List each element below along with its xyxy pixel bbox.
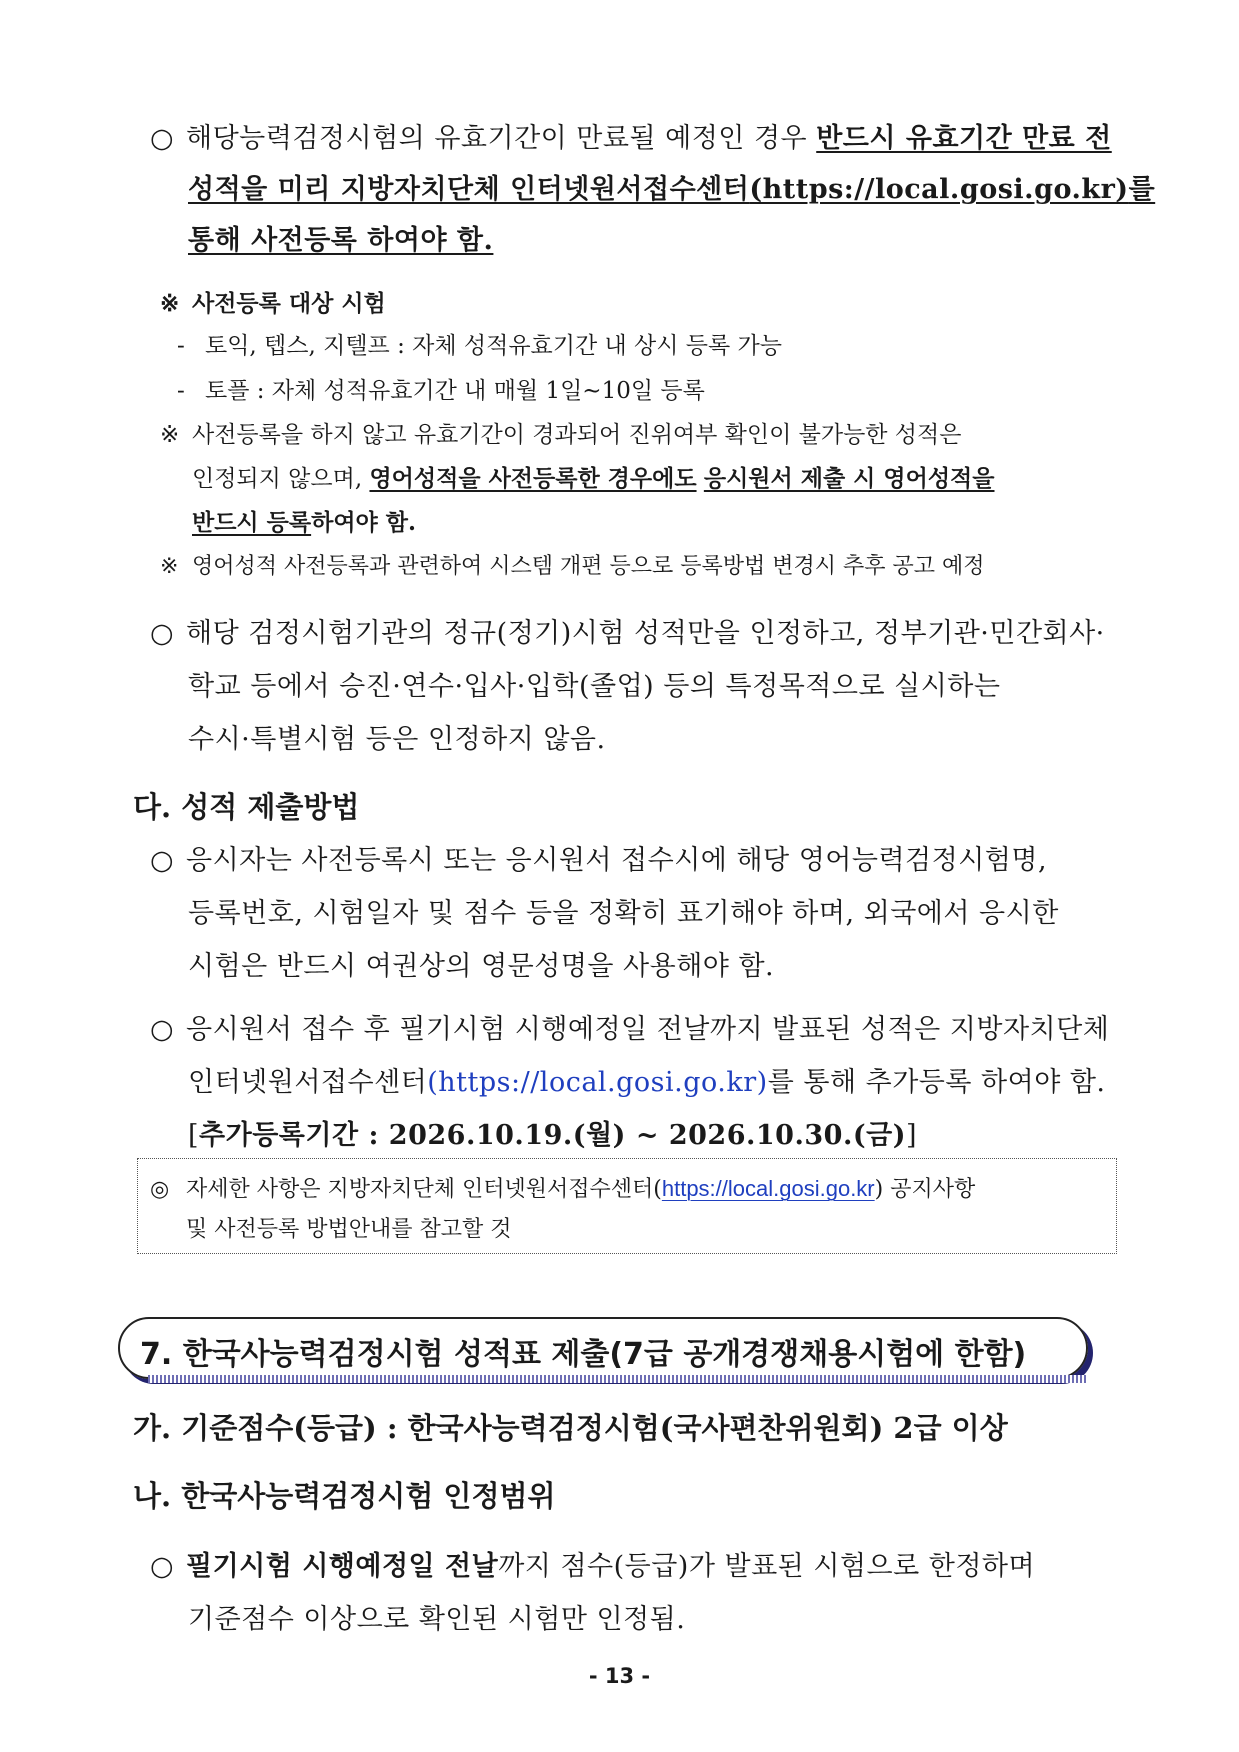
warning-line-2: 인정되지 않으며, 영어성적을 사전등록한 경우에도 응시원서 제출 시 영어성적을 [192,465,995,492]
section-7-title: 7. 한국사능력검정시험 성적표 제출(7급 공개경쟁채용시험에 한함) [140,1337,1027,1372]
registration-period: [추가등록기간 : 2026.10.19.(월) ~ 2026.10.30.(금)] [188,1120,918,1151]
section-da-heading: 다. 성적 제출방법 [133,790,360,824]
validity-line-3: 통해 사전등록 하여야 함. [188,225,494,256]
regular-line-3: 수시·특별시험 등은 인정하지 않음. [188,724,606,755]
na-line-1: ○ 필기시험 시행예정일 전날까지 점수(등급)가 발표된 시험으로 한정하며 [150,1551,1036,1582]
notice-line: ※ 영어성적 사전등록과 관련하여 시스템 개편 등으로 등록방법 변경시 추후 공고 예정 [160,554,985,579]
da-bullet-2-line-2: 인터넷원서접수센터(https://local.gosi.go.kr)를 통해 추가등록 하여야 함. [188,1067,1106,1098]
gosi-link[interactable]: https://local.gosi.go.kr [661,1176,875,1201]
emphasis-text: 반드시 유효기간 만료 전 [816,123,1112,154]
bullet-circle: ○ [150,123,175,154]
warning-line-1: ※ 사전등록을 하지 않고 유효기간이 경과되어 진위여부 확인이 불가능한 성적은 [160,422,962,448]
bullet-circle: ○ [150,618,175,649]
prereg-title: ※ 사전등록 대상 시험 [160,290,386,317]
double-circle-mark: ◎ [150,1177,170,1202]
warning-line-3: 반드시 등록하여야 함. [192,509,416,536]
info-box-line-1: ◎ 자세한 사항은 지방자치단체 인터넷원서접수센터(https://local.gosi.go.kr) 공지사항 [150,1176,976,1202]
prereg-item-1: - 토익, 텝스, 지텔프 : 자체 성적유효기간 내 상시 등록 가능 [177,333,782,359]
gosi-link[interactable]: (https://local.gosi.go.kr) [427,1067,768,1098]
page-number: - 13 - [588,1664,651,1688]
ga-criteria: 가. 기준점수(등급) : 한국사능력검정시험(국사편찬위원회) 2급 이상 [133,1411,1008,1445]
da-bullet-1-line-3: 시험은 반드시 여권상의 영문성명을 사용해야 함. [188,951,775,982]
prereg-item-2: - 토플 : 자체 성적유효기간 내 매월 1일∼10일 등록 [177,378,705,404]
regular-line-2: 학교 등에서 승진·연수·입사·입학(졸업) 등의 특정목적으로 실시하는 [188,671,1001,702]
validity-line-2: 성적을 미리 지방자치단체 인터넷원서접수센터(https://local.gosi.go.kr)를 [188,174,1156,205]
regular-line-1: ○ 해당 검정시험기관의 정규(정기)시험 성적만을 인정하고, 정부기관·민간회사· [150,618,1105,649]
da-bullet-1-line-2: 등록번호, 시험일자 및 점수 등을 정확히 표기해야 하며, 외국에서 응시한 [188,898,1059,929]
bullet-circle: ○ [150,1014,175,1045]
bullet-circle: ○ [150,1551,175,1582]
reference-mark: ※ [160,290,180,317]
info-box-line-2: 및 사전등록 방법안내를 참고할 것 [186,1217,512,1242]
da-bullet-2-line-1: ○ 응시원서 접수 후 필기시험 시행예정일 전날까지 발표된 성적은 지방자치단체 [150,1014,1110,1045]
reference-mark: ※ [160,422,180,448]
gosi-url: (https://local.gosi.go.kr) [749,174,1129,205]
header-shadow-pattern [148,1375,1088,1383]
na-line-2: 기준점수 이상으로 확인된 시험만 인정됨. [188,1604,686,1635]
reference-mark: ※ [160,554,179,579]
da-bullet-1-line-1: ○ 응시자는 사전등록시 또는 응시원서 접수시에 해당 영어능력검정시험명, [150,845,1048,876]
na-heading: 나. 한국사능력검정시험 인정범위 [133,1479,556,1513]
validity-line-1: ○ 해당능력검정시험의 유효기간이 만료될 예정인 경우 반드시 유효기간 만료 전 [150,123,1112,154]
bullet-circle: ○ [150,845,175,876]
